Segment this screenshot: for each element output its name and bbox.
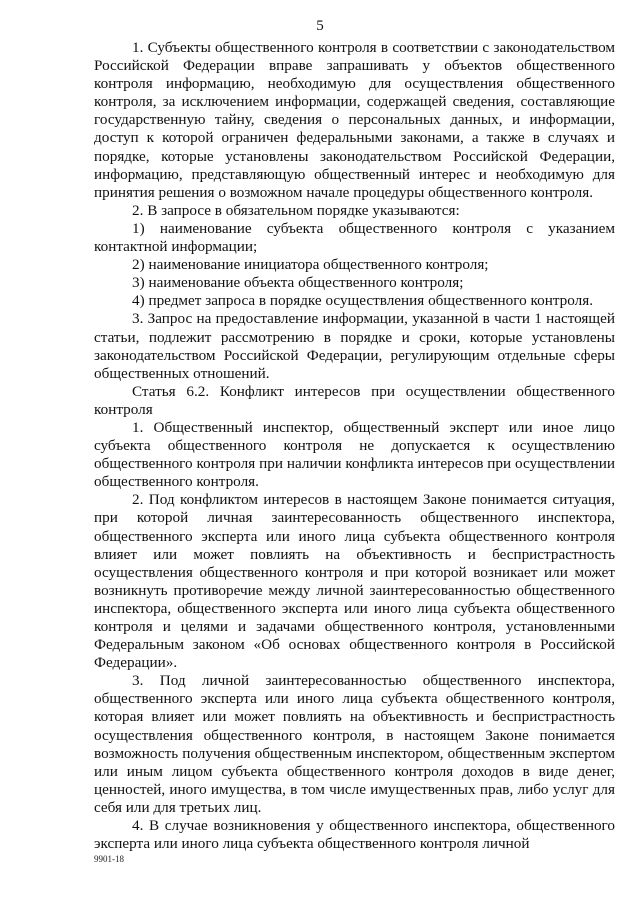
paragraph-article-4: 4. В случае возникновения у общественного инспектора, общественного эксперта или иного лица субъекта общественного контроля личной [94,817,615,853]
paragraph-1-request-right: 1. Субъекты общественного контроля в соответствии с законодательством Российской Федерации вправе запрашивать у объектов общественного контроля информацию, необходимую для осуществления общественного контроля, за исключением информации, содержащей сведения, составляющие государственную тайну, сведения о персональных данных, и информации, доступ к которой ограничен федеральными законами, а также в случаях и порядке, которые установлены законодательством Российской Федерации, информацию, представляющую общественный интерес и необходимую для принятия решения о возможном начале процедуры общественного контроля. [94,39,615,201]
list-item-2: 2) наименование инициатора общественного контроля; [132,256,489,274]
footer-document-code: 9901-18 [94,854,124,864]
article-heading-6-2: Статья 6.2. Конфликт интересов при осуществлении общественного контроля [94,382,615,418]
list-item-1: 1) наименование субъекта общественного контроля с указанием контактной информации; [94,219,615,256]
list-item-3: 3) наименование объекта общественного контроля; [132,274,464,292]
list-item-4: 4) предмет запроса в порядке осуществления общественного контроля. [132,292,594,310]
paragraph-article-3: 3. Под личной заинтересованностью общественного инспектора, общественного эксперта или иного лица субъекта общественного контроля, которая влияет или может повлиять на объективность и беспристрастность осуществления общественного контроля, в настоящем Законе понимается возможность получения общественным инспектором, общественным экспертом или иным лицом субъекта общественного контроля доходов в виде денег, ценностей, иного имущества, в том числе имущественных прав, либо услуг для себя или для третьих лиц. [94,672,615,816]
page-number: 5 [316,18,324,34]
paragraph-article-2: 2. Под конфликтом интересов в настоящем Законе понимается ситуация, при которой личная заинтересованность общественного инспектора, общественного эксперта или иного лица субъекта общественного контроля влияет или может повлиять на объективность и беспристрастность осуществления общественного контроля и при которой возникает или может возникнуть противоречие между личной заинтересованностью общественного инспектора, общественного эксперта или иного лица субъекта общественного контроля и целями и задачами общественного контроля, установленными Федеральным законом «Об основах общественного контроля в Российской Федерации». [94,491,615,672]
paragraph-2-request-contents: 2. В запросе в обязательном порядке указываются: [132,201,460,219]
paragraph-article-1: 1. Общественный инспектор, общественный эксперт или иное лицо субъекта общественного контроля не допускается к осуществлению общественного контроля при наличии конфликта интересов при осуществлении общественного контроля. [94,418,615,491]
paragraph-3-request-review: 3. Запрос на предоставление информации, указанной в части 1 настоящей статьи, подлежит рассмотрению в порядке и сроки, которые установлены законодательством Российской Федерации, регулирующим отдельные сферы общественных отношений. [94,310,615,382]
document-body [94,39,615,853]
